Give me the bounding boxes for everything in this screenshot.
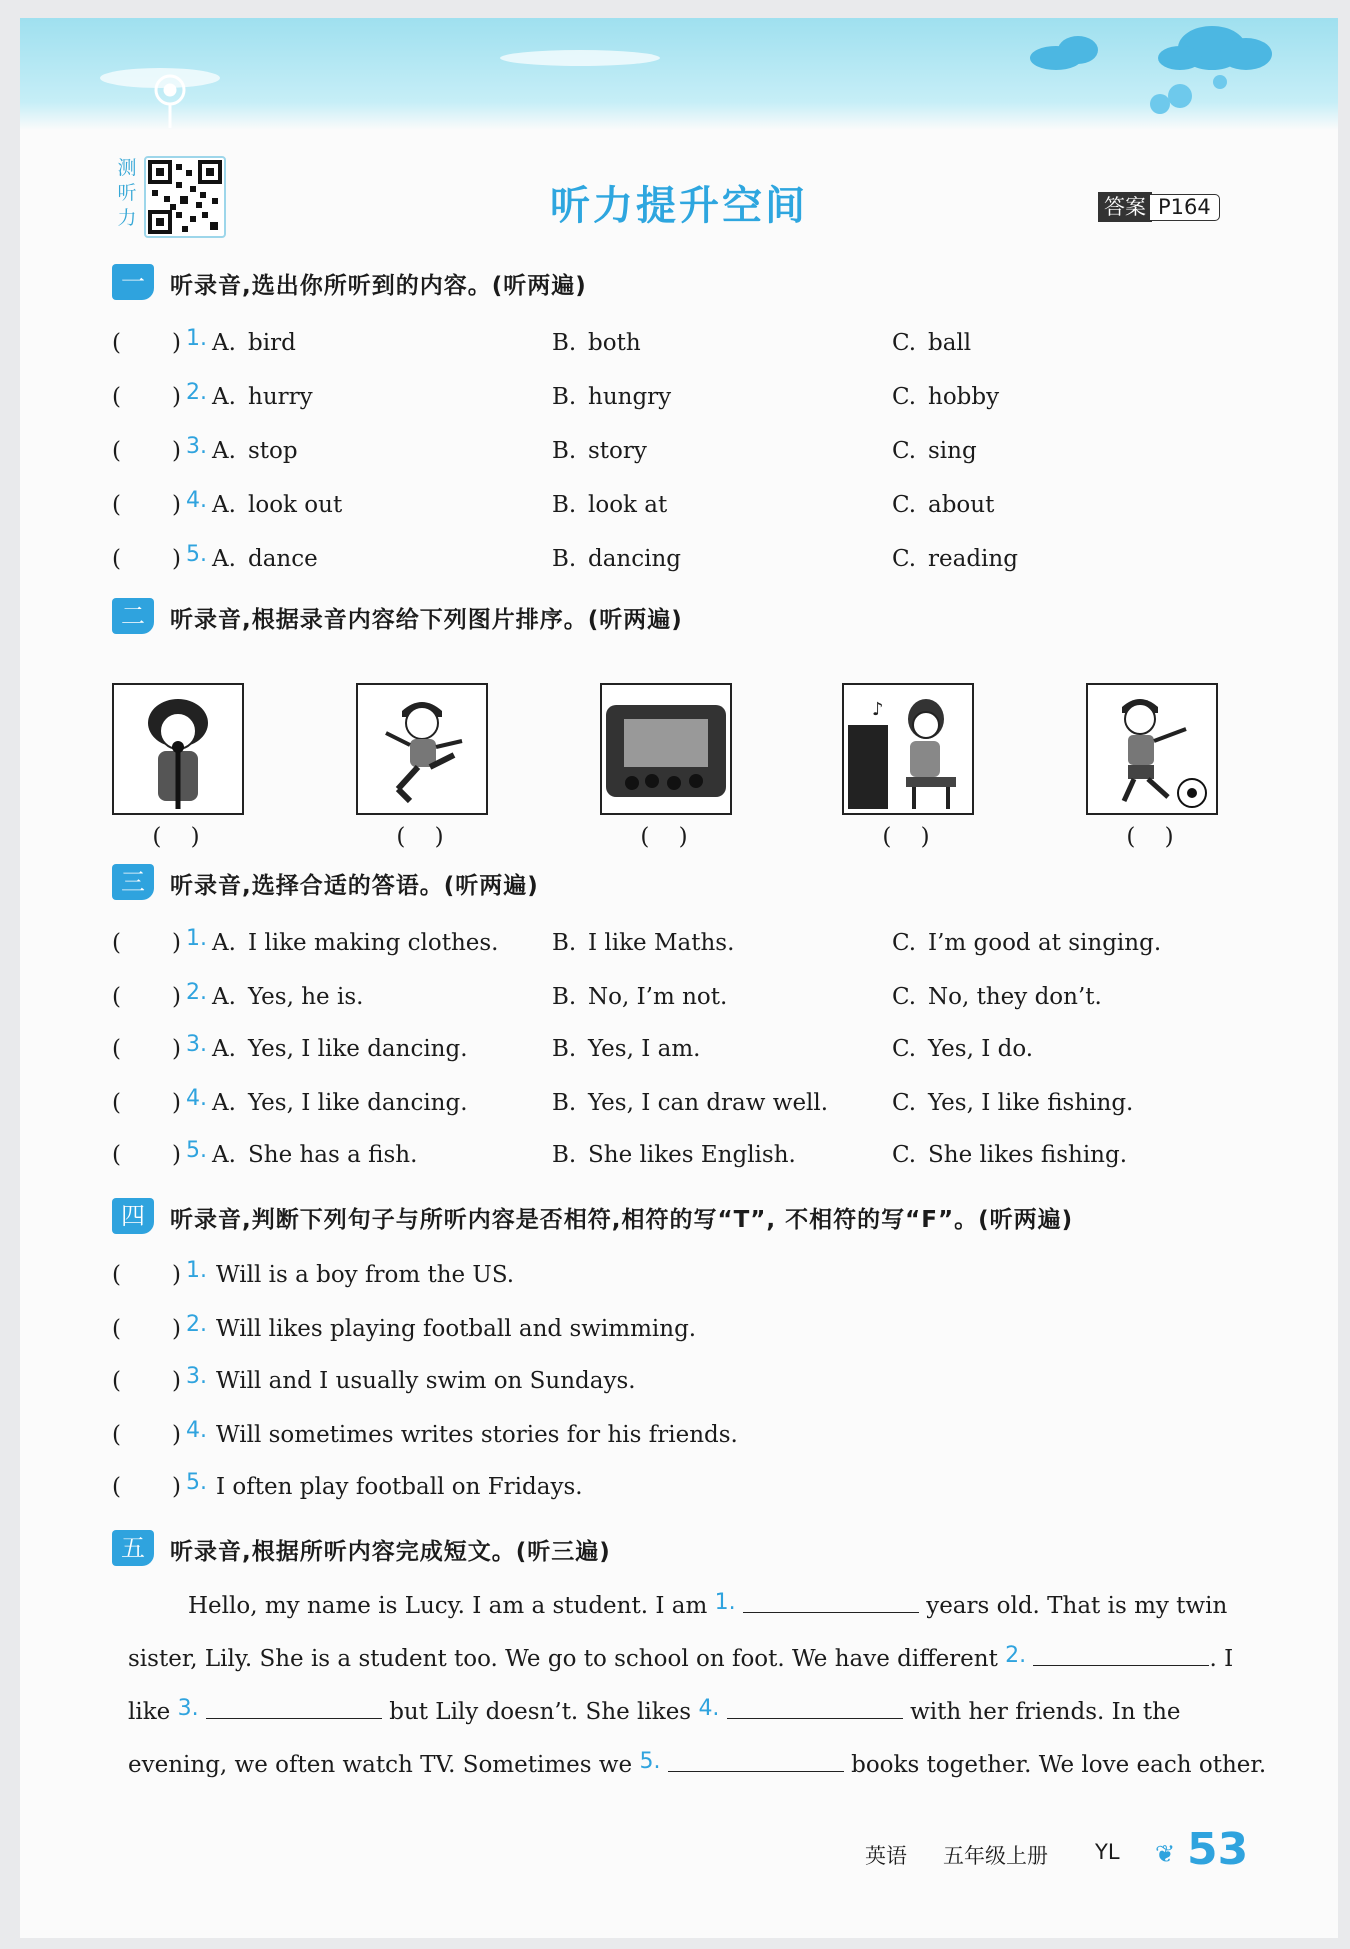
option-text: Yes, I like fishing. (928, 1090, 1134, 1116)
option-a[interactable] (212, 438, 298, 464)
answer-label: 答案 (1098, 192, 1152, 222)
page-title: 听力提升空间 (550, 183, 808, 229)
option-letter: C. (892, 438, 917, 464)
paragraph-line-3 (128, 1686, 1181, 1739)
answer-paren-open[interactable]: ( (112, 1422, 121, 1448)
question-number: 5. (186, 1138, 207, 1163)
option-letter: A. (212, 492, 236, 518)
answer-paren-close: ) (172, 330, 181, 356)
option-letter: C. (892, 984, 917, 1010)
answer-paren-close: ) (172, 384, 181, 410)
option-text: I’m good at singing. (928, 930, 1162, 956)
option-c[interactable] (892, 438, 977, 464)
option-letter: A. (212, 330, 236, 356)
option-b[interactable] (552, 438, 647, 464)
answer-paren-close: ) (172, 1474, 181, 1500)
option-letter: A. (212, 438, 236, 464)
option-letter: C. (892, 492, 917, 518)
blank-1[interactable] (743, 1586, 919, 1613)
option-text: I like Maths. (588, 930, 735, 956)
option-text: hobby (928, 384, 1000, 410)
answer-paren-close: ) (172, 1368, 181, 1394)
answer-paren-open[interactable]: ( (112, 384, 121, 410)
answer-paren-close: ) (172, 1316, 181, 1342)
option-b[interactable] (552, 330, 641, 356)
answer-paren-open[interactable]: ( (112, 438, 121, 464)
section-title: 听录音,选出你所听到的内容。(听两遍) (170, 273, 587, 299)
page-number: 53 (1187, 1824, 1249, 1875)
answer-reference (1098, 192, 1220, 222)
option-b[interactable] (552, 546, 681, 572)
option-text: No, I’m not. (588, 984, 728, 1010)
option-text: ball (928, 330, 972, 356)
section-number: 四 (112, 1198, 154, 1234)
question-number: 4. (186, 488, 207, 513)
text-segment: years old. That is my twin (926, 1593, 1228, 1619)
blank-3[interactable] (206, 1692, 382, 1719)
statement-text: Will and I usually swim on Sundays. (216, 1368, 636, 1394)
answer-paren-open[interactable]: ( (112, 1316, 121, 1342)
option-letter: B. (552, 492, 577, 518)
paragraph-line-1 (188, 1580, 1227, 1633)
option-letter: B. (552, 330, 577, 356)
option-text: stop (248, 438, 298, 464)
piano-girl-icon (844, 685, 972, 813)
section-number: 三 (112, 864, 154, 900)
question-number: 4. (186, 1418, 207, 1443)
option-text: look at (588, 492, 668, 518)
option-b[interactable] (552, 384, 671, 410)
singing-girl-icon (114, 685, 242, 813)
option-a[interactable] (212, 930, 499, 956)
picture-answer-paren[interactable]: ( ) (640, 824, 688, 850)
svg-text:♪: ♪ (872, 699, 884, 720)
question-number: 1. (186, 926, 207, 951)
answer-paren-open[interactable]: ( (112, 930, 121, 956)
option-letter: B. (552, 546, 577, 572)
option-text: dance (248, 546, 318, 572)
decorative-banner (20, 18, 1338, 130)
option-b[interactable] (552, 492, 667, 518)
option-b[interactable] (552, 1142, 796, 1168)
option-text: dancing (588, 546, 682, 572)
blank-number: 4. (698, 1696, 720, 1721)
option-letter: A. (212, 930, 236, 956)
picture-answer-paren[interactable]: ( ) (396, 824, 444, 850)
option-a[interactable] (212, 1036, 468, 1062)
option-letter: B. (552, 384, 577, 410)
answer-paren-open[interactable]: ( (112, 1036, 121, 1062)
question-number: 5. (186, 542, 207, 567)
answer-paren-close: ) (172, 1262, 181, 1288)
section-title: 听录音,判断下列句子与所听内容是否相符,相符的写“T”, 不相符的写“F”。(听两遍) (170, 1207, 1074, 1233)
answer-paren-open[interactable]: ( (112, 1142, 121, 1168)
option-letter: C. (892, 546, 917, 572)
footer-edition: YL (1095, 1840, 1120, 1864)
option-text: story (588, 438, 647, 464)
option-a[interactable] (212, 330, 296, 356)
blank-number: 2. (1005, 1643, 1027, 1668)
picture-movie-theater (600, 683, 732, 815)
answer-paren-close: ) (172, 546, 181, 572)
blank-2[interactable] (1033, 1639, 1209, 1666)
option-text: Yes, I do. (928, 1036, 1034, 1062)
footer-grade: 五年级上册 (943, 1844, 1048, 1868)
blank-number: 1. (714, 1590, 736, 1615)
option-c[interactable] (892, 492, 994, 518)
section-title: 听录音,选择合适的答语。(听两遍) (170, 873, 539, 899)
answer-paren-open[interactable]: ( (112, 1474, 121, 1500)
blank-number: 5. (639, 1749, 661, 1774)
option-text: reading (928, 546, 1018, 572)
option-c[interactable] (892, 330, 971, 356)
answer-paren-close: ) (172, 1422, 181, 1448)
option-text: I like making clothes. (248, 930, 499, 956)
option-letter: C. (892, 1142, 917, 1168)
option-text: look out (248, 492, 343, 518)
question-number: 5. (186, 1470, 207, 1495)
question-number: 1. (186, 326, 207, 351)
option-c[interactable] (892, 1036, 1033, 1062)
text-segment: like (128, 1699, 171, 1725)
option-text: sing (928, 438, 977, 464)
answer-paren-close: ) (172, 492, 181, 518)
option-letter: B. (552, 1090, 577, 1116)
option-b[interactable] (552, 930, 734, 956)
option-a[interactable] (212, 384, 313, 410)
movie-theater-icon (602, 685, 730, 813)
blank-4[interactable] (727, 1692, 903, 1719)
option-c[interactable] (892, 1142, 1127, 1168)
option-a[interactable] (212, 492, 342, 518)
option-c[interactable] (892, 546, 1018, 572)
option-text: about (928, 492, 995, 518)
option-text: Yes, I can draw well. (588, 1090, 829, 1116)
text-segment: sister, Lily. She is a student too. We go to school on foot. We have different (128, 1646, 998, 1672)
option-a[interactable] (212, 546, 318, 572)
picture-piano-girl (842, 683, 974, 815)
question-number: 3. (186, 1364, 207, 1389)
option-letter: A. (212, 1090, 236, 1116)
sprout-icon: ❦ (1155, 1840, 1176, 1868)
option-a[interactable] (212, 1142, 417, 1168)
option-text: Yes, he is. (248, 984, 364, 1010)
option-letter: C. (892, 384, 917, 410)
question-number: 1. (186, 1258, 207, 1283)
option-b[interactable] (552, 1036, 700, 1062)
option-letter: B. (552, 1036, 577, 1062)
option-text: She likes fishing. (928, 1142, 1128, 1168)
option-a[interactable] (212, 1090, 468, 1116)
qr-caption: 测听力 (117, 157, 137, 229)
answer-paren-open[interactable]: ( (112, 492, 121, 518)
option-text: Yes, I like dancing. (248, 1036, 468, 1062)
section-title: 听录音,根据所听内容完成短文。(听三遍) (170, 1539, 611, 1565)
answer-paren-open[interactable]: ( (112, 1368, 121, 1394)
paragraph-line-4 (128, 1739, 1266, 1792)
blank-number: 3. (177, 1696, 199, 1721)
answer-paren-open[interactable]: ( (112, 546, 121, 572)
option-text: Yes, I am. (588, 1036, 701, 1062)
page-footer (865, 1824, 1265, 1878)
option-c[interactable] (892, 384, 999, 410)
worksheet-page (20, 18, 1338, 1938)
dancing-boy-icon (358, 685, 486, 813)
picture-answer-paren[interactable]: ( ) (152, 824, 200, 850)
option-text: hurry (248, 384, 313, 410)
option-text: No, they don’t. (928, 984, 1102, 1010)
option-letter: A. (212, 984, 236, 1010)
option-letter: A. (212, 1036, 236, 1062)
option-letter: C. (892, 1036, 917, 1062)
statement-text: I often play football on Fridays. (216, 1474, 583, 1500)
page-header (20, 156, 1338, 236)
option-c[interactable] (892, 930, 1161, 956)
blank-5[interactable] (668, 1745, 844, 1772)
section-title: 听录音,根据录音内容给下列图片排序。(听两遍) (170, 607, 683, 633)
option-text: bird (248, 330, 296, 356)
statement-text: Will is a boy from the US. (216, 1262, 515, 1288)
picture-football-boy (1086, 683, 1218, 815)
picture-answer-paren[interactable]: ( ) (1126, 824, 1174, 850)
answer-page: P164 (1149, 194, 1220, 221)
option-text: She likes English. (588, 1142, 796, 1168)
text-segment: . I (1209, 1646, 1234, 1672)
text-segment: Hello, my name is Lucy. I am a student. I am (188, 1593, 708, 1619)
option-letter: C. (892, 1090, 917, 1116)
picture-singing-girl (112, 683, 244, 815)
sky-decoration-icon (20, 18, 1338, 130)
option-letter: B. (552, 930, 577, 956)
option-letter: A. (212, 546, 236, 572)
picture-dancing-boy (356, 683, 488, 815)
answer-paren-close: ) (172, 438, 181, 464)
footer-subject: 英语 (865, 1844, 907, 1868)
text-segment: books together. We love each other. (851, 1752, 1267, 1778)
text-segment: but Lily doesn’t. She likes (389, 1699, 692, 1725)
question-number: 2. (186, 380, 207, 405)
question-number: 4. (186, 1086, 207, 1111)
question-number: 2. (186, 980, 207, 1005)
answer-paren-close: ) (172, 930, 181, 956)
answer-paren-close: ) (172, 1036, 181, 1062)
answer-paren-open[interactable]: ( (112, 984, 121, 1010)
answer-paren-open[interactable]: ( (112, 330, 121, 356)
statement-text: Will sometimes writes stories for his friends. (216, 1422, 738, 1448)
option-letter: A. (212, 1142, 236, 1168)
option-letter: B. (552, 1142, 577, 1168)
section-number: 一 (112, 264, 154, 300)
text-segment: evening, we often watch TV. Sometimes we (128, 1752, 633, 1778)
option-letter: A. (212, 384, 236, 410)
answer-paren-open[interactable]: ( (112, 1090, 121, 1116)
option-letter: C. (892, 930, 917, 956)
picture-answer-paren[interactable]: ( ) (882, 824, 930, 850)
option-text: She has a fish. (248, 1142, 418, 1168)
option-text: hungry (588, 384, 672, 410)
question-number: 3. (186, 434, 207, 459)
option-text: both (588, 330, 641, 356)
text-segment: with her friends. In the (910, 1699, 1181, 1725)
option-b[interactable] (552, 984, 727, 1010)
option-text: Yes, I like dancing. (248, 1090, 468, 1116)
answer-paren-close: ) (172, 984, 181, 1010)
option-a[interactable] (212, 984, 363, 1010)
question-number: 3. (186, 1032, 207, 1057)
option-b[interactable] (552, 1090, 828, 1116)
section-number: 二 (112, 598, 154, 634)
option-c[interactable] (892, 1090, 1133, 1116)
question-number: 2. (186, 1312, 207, 1337)
statement-text: Will likes playing football and swimming. (216, 1316, 697, 1342)
option-letter: B. (552, 438, 577, 464)
answer-paren-open[interactable]: ( (112, 1262, 121, 1288)
option-letter: C. (892, 330, 917, 356)
answer-paren-close: ) (172, 1142, 181, 1168)
paragraph-line-2 (128, 1633, 1233, 1686)
option-letter: B. (552, 984, 577, 1010)
section-number: 五 (112, 1530, 154, 1566)
answer-paren-close: ) (172, 1090, 181, 1116)
option-c[interactable] (892, 984, 1102, 1010)
football-boy-icon (1088, 685, 1216, 813)
